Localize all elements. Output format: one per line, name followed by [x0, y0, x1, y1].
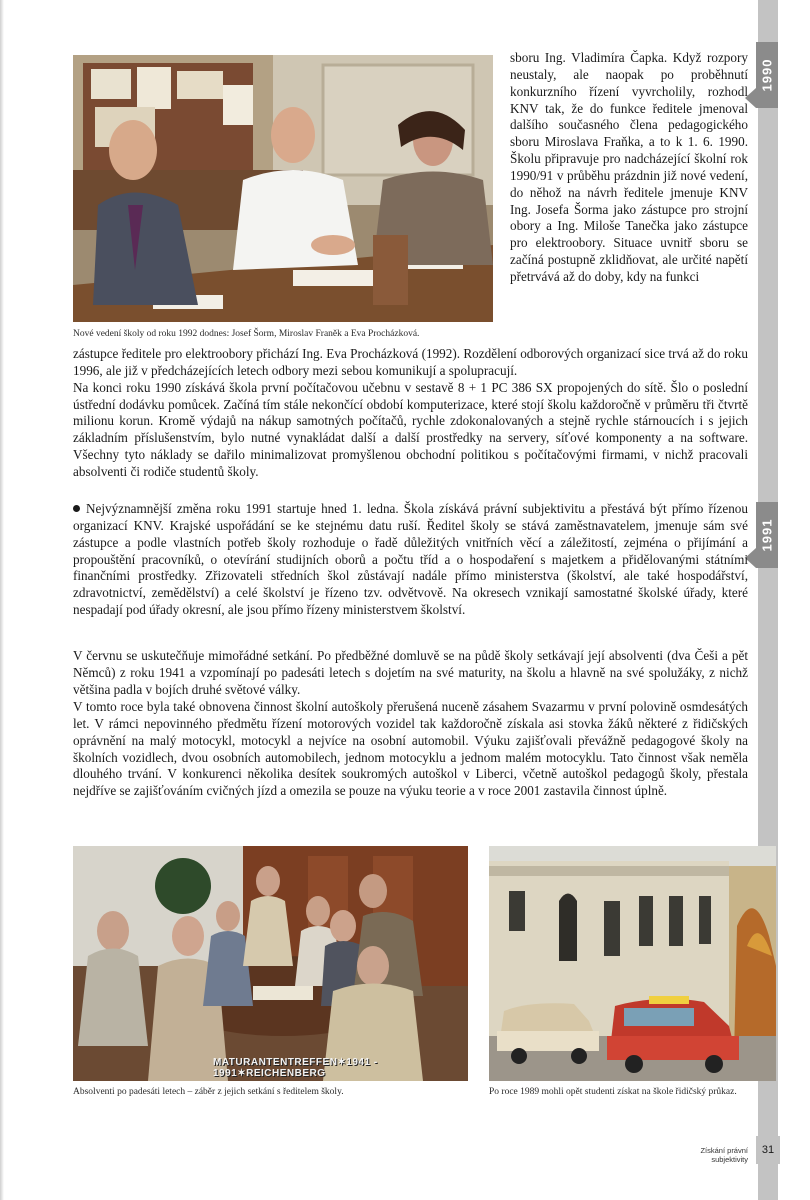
paragraph-driving-school: V tomto roce byla také obnovena činnost školní autoškoly přerušená nuceně zásahem Svazarmu v první polovině osmdesátých let. V rámci nepovinného předmětu řízení motorových vozidel tak každoročně získala asi stovka žáků některé z řidičských oprávnění na malý motocykl, motocykl a nejvíce na osobní automobil. Výuku zajišťovali převážně pedagogové školy na školních vozidlech, dvou osobních automobilech, jednom motocyklu a jednom malém motocyklu. Tato činnost však neměla dlouhého trvání. V konkurenci několika desítek soukromých autoškol v Liberci, včetně autoškol pedagogů školy, přestala nejdříve se zajišťováním cvičných jízd a omezila se pouze na výuku teorie a v roce 2001 zastavila činnost úplně.: [73, 699, 748, 799]
photo-school-leadership: [73, 55, 493, 322]
year-tab-1990: [756, 42, 778, 108]
paragraph-1991-subjectivity: [73, 501, 748, 619]
caption-photo-driving-school: Po roce 1989 mohli opět studenti získat na škole řidičský průkaz.: [489, 1087, 737, 1097]
year-tab-label: 1990: [759, 58, 775, 92]
photo-school-illustration: [489, 846, 776, 1081]
caption-photo-reunion: Absolventi po padesáti letech – záběr z jejich setkání s ředitelem školy.: [73, 1087, 344, 1097]
footer-label-line: subjektivity: [711, 1155, 748, 1164]
photo-meeting-illustration: [73, 55, 493, 322]
year-tab-1991: [756, 502, 778, 568]
footer-label-line: Získání právní: [700, 1146, 748, 1155]
photo-reunion-illustration: [73, 846, 468, 1081]
caption-photo-leadership: Nové vedení školy od roku 1992 dodnes: Josef Šorm, Miroslav Franěk a Eva Procházková.: [73, 329, 420, 339]
column-text: sboru Ing. Vladimíra Čapka. Když rozpory neustaly, ale naopak po proběhnutí konkurzního řízení vyvrcholily, rozhodl KNV tak, že do funkce ředitele jmenoval dalšího současného člena pedagogického sboru Miroslava Fraňka, a to k 1. 6. 1990. Školu připravuje pro nadcházející školní rok 1990/91 v průběhu prázdnin již nové vedení, do něhož na návrh ředitele jmenuje KNV Ing. Josefa Šorma jako zástupce pro strojní obory a Ing. Miloše Tanečka jako zástupce pro elektroobory. Situace uvnitř sboru se začíná postupně zklidňovat, ale určité napětí přetrvává až do doby, kdy na funkci: [510, 50, 748, 284]
paragraph-deputy-director: [73, 346, 748, 481]
photo-driving-school-cars: [489, 846, 776, 1081]
footer-section-label: [660, 1146, 748, 1164]
paragraph-1991-text: Nejvýznamnější změna roku 1991 startuje hned 1. ledna. Škola získává právní subjektivitu a přestává být přímo řízenou organizací KNV. Krajské uspořádání se ke stejnému datu ruší. Ředitel školy se stává zaměstnavatelem, jmenuje sám své zástupce a podle vlastních potřeb školy rozhoduje o řadě důležitých vnitřních věcí a záležitostí, zejména o přijímání a propouštění pracovníků, o otevírání studijních oborů a počtu tříd a o hospodaření s majetkem a přidělovanými státními finančními prostředky. Zřizovateli středních škol zůstávají nadále přímo ministerstva (školství, ale také hospodářství, zdravotnictví, zemědělství) a celé školství je řízeno tzv. odvětvově. Na okresech vznikají samostatné školské úřady, které nespadají pod úřady okresní, ale jsou přímo řízeny ministerstvem školství.: [73, 501, 748, 618]
paragraph-deputy-director-text: zástupce ředitele pro elektroobory přichází Ing. Eva Procházková (1992). Rozdělení odborových organizací sice trvá až do roku 1996, ale již v předcházejících letech odbory mezi sebou komunikují a spolupracují.: [73, 346, 748, 378]
paragraph-computer-lab: Na konci roku 1990 získává škola první počítačovou učebnu v sestavě 8 + 1 PC 386 SX propojených do sítě. Šlo o poslední ústřední dodávku pomůcek. Začíná tím stále nekončící období komputerizace, které stojí školu každoročně v průměru tři čtvrtě milionu korun. Kromě výdajů na nákup samotných počítačů, rychle zdokonalovaných a stejně rychle stárnoucích i s jejich základním příslušenstvím, bylo nutné vynakládat další a další prostředky na servery, síťové komponenty a na software. Všechny tyto náklady se dařilo minimalizovat promyšlenou obchodní politikou s počítačovými firmami, v nichž pracovali absolventi či rodiče studentů školy.: [73, 379, 748, 479]
reunion-banner: MATURANTENTREFFEN✶1941 - 1991✶REICHENBERG: [213, 1057, 378, 1079]
bullet-icon: [73, 505, 80, 512]
paragraph-june-reunion: V červnu se uskutečňuje mimořádné setkání. Po předběžné domluvě se na půdě školy setkávají její absolventi (dva Češi a pět Němců) z roku 1941 a vzpomínají po padesáti letech s dojetím na své maturity, na školu a hlavně na své spolužáky, z nichž většina padla v bojích druhé světové války.: [73, 648, 748, 697]
year-tab-label: 1991: [759, 518, 775, 552]
page-number: 31: [756, 1136, 780, 1164]
photo-graduates-reunion: [73, 846, 468, 1081]
page-edge: [0, 0, 4, 1200]
